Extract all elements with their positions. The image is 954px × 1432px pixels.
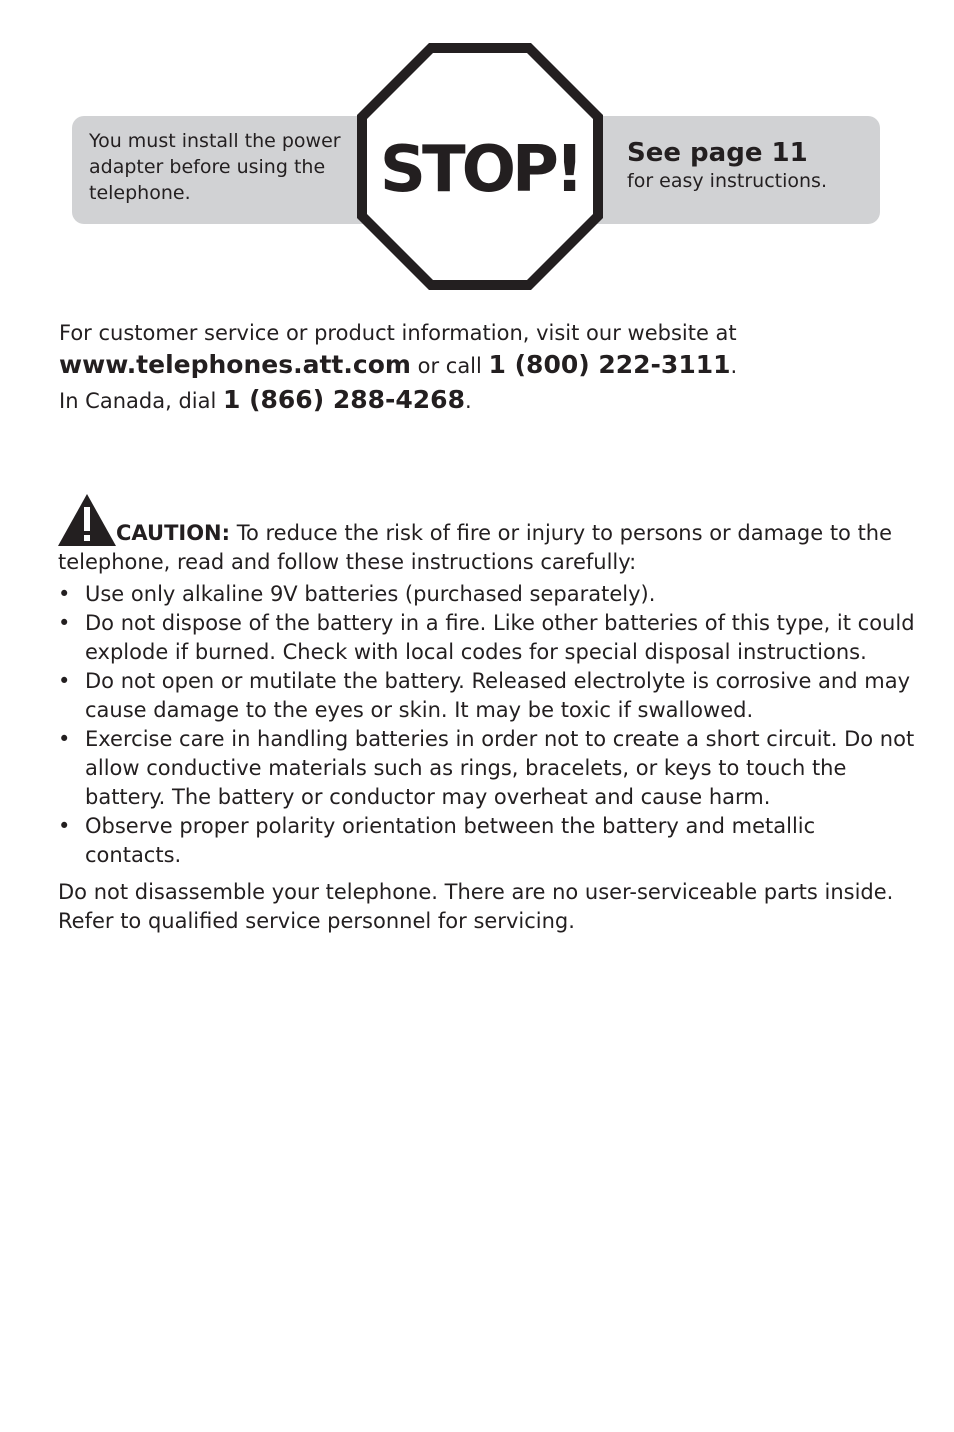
caution-intro [58,494,918,577]
canada-intro: In Canada, dial [59,389,223,413]
see-page-heading: See page 11 [627,138,808,168]
list-item [58,609,918,667]
us-phone-number: 1 (800) 222-3111 [488,350,731,379]
list-item-text: Use only alkaline 9V batteries (purchased separately). [85,582,656,606]
bullet: • [58,727,71,751]
list-item [58,667,918,725]
canada-phone-number: 1 (866) 288-4268 [222,385,465,414]
bullet: • [58,582,71,606]
stop-label: STOP! [379,133,581,207]
list-item [58,725,918,812]
bullet: • [58,814,71,838]
battery-instructions-list [58,580,918,870]
contact-intro: For customer service or product information, visit our website at [59,321,737,345]
disassembly-warning: Do not disassemble your telephone. There are no user-serviceable parts inside. Refer to qualified service personnel for servicing. [58,880,894,933]
list-item-text: Do not open or mutilate the battery. Released electrolyte is corrosive and may cause damage to the eyes or skin. It may be toxic if swallowed. [85,669,910,722]
period: . [730,354,738,378]
period: . [464,389,472,413]
caution-section [58,494,918,936]
bullet: • [58,611,71,635]
website-link: www.telephones.att.com [59,350,411,379]
customer-service-info [59,318,919,418]
list-item-text: Do not dispose of the battery in a fire. Like other batteries of this type, it could explode if burned. Check with local codes for special disposal instructions. [85,611,915,664]
power-adapter-notice: You must install the power adapter before using the telephone. [89,130,341,204]
caution-label: CAUTION: [116,521,231,545]
page-reference [627,137,877,193]
caution-text: To reduce the risk of fire or injury to persons or damage to the telephone, read and follow these instructions carefully: [58,521,893,574]
list-item-text: Exercise care in handling batteries in order not to create a short circuit. Do not allow conductive materials such as rings, bracelets, or keys to touch the battery. The battery or conductor may overheat and cause harm. [85,727,915,809]
list-item [58,812,918,870]
bullet: • [58,669,71,693]
list-item [58,580,918,609]
list-item-text: Observe proper polarity orientation between the battery and metallic contacts. [85,814,816,867]
warning-triangle-icon [58,494,116,546]
see-page-subtext: for easy instructions. [627,170,827,192]
or-call-text: or call [410,354,489,378]
